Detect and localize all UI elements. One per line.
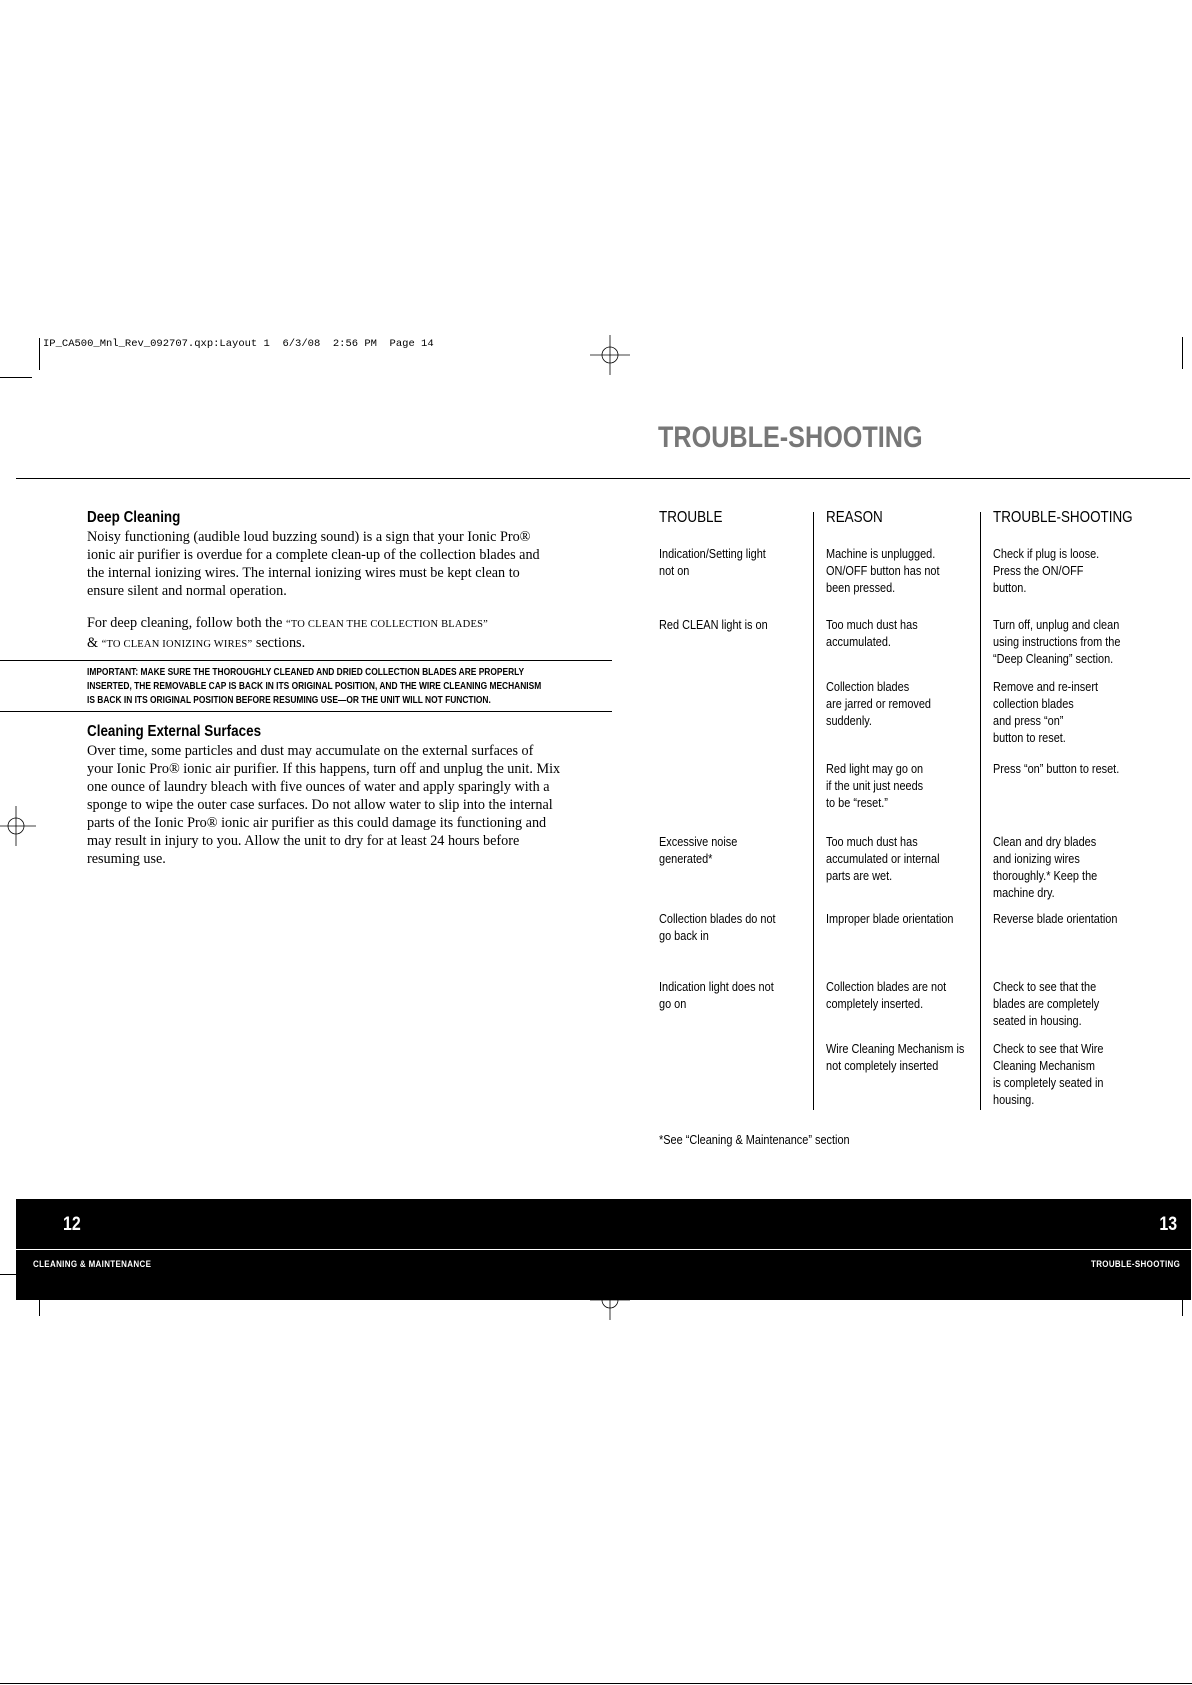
table-cell-reason: Too much dust has accumulated. — [826, 617, 918, 649]
table-cell-trouble: Indication light does not go on — [659, 979, 774, 1011]
left-section-label: CLEANING & MAINTENANCE — [33, 1259, 152, 1270]
column-divider-2 — [980, 512, 981, 1110]
important-notice: IMPORTANT: MAKE SURE THE THOROUGHLY CLEANED AND DRIED COLLECTION BLADES ARE PROPERLY INSERTED, THE REMOVABLE CAP IS BACK IN ITS ORIGINAL POSITION, AND THE WIRE CLEANING MECHANISM IS BACK IN ITS ORIGINAL POSITION BEFORE RESUMING USE—OR THE UNIT WILL NOT FUNCTION. — [87, 667, 542, 706]
table-cell-reason: Collection blades are jarred or removed suddenly. — [826, 679, 931, 728]
header-trouble: TROUBLE — [659, 509, 723, 526]
table-cell-trouble: Indication/Setting light not on — [659, 546, 766, 578]
table-cell-reason: Collection blades are not completely inserted. — [826, 979, 947, 1011]
table-cell-fix: Reverse blade orientation — [993, 911, 1118, 926]
table-cell-fix: Check to see that the blades are completely seated in housing. — [993, 979, 1100, 1028]
top-rule — [16, 478, 1190, 479]
column-divider-1 — [813, 512, 814, 1110]
header-reason: REASON — [826, 509, 883, 526]
registration-mark-top — [590, 335, 630, 375]
external-surfaces-heading: Cleaning External Surfaces — [87, 723, 262, 740]
important-rule-bottom — [0, 711, 612, 712]
table-cell-reason: Improper blade orientation — [826, 911, 954, 926]
table-cell-reason: Machine is unplugged. ON/OFF button has not been pressed. — [826, 546, 940, 595]
deep-cleaning-heading: Deep Cleaning — [87, 509, 181, 526]
table-cell-fix: Press “on” button to reset. — [993, 761, 1120, 776]
registration-mark-left — [0, 806, 36, 846]
table-cell-reason: Red light may go on if the unit just needs to be “reset.” — [826, 761, 924, 810]
footer-bar — [16, 1199, 1191, 1300]
page-title: TROUBLE-SHOOTING — [658, 421, 923, 454]
table-cell-fix: Check if plug is loose. Press the ON/OFF button. — [993, 546, 1100, 595]
table-cell-trouble: Excessive noise generated* — [659, 834, 738, 866]
table-cell-fix: Clean and dry blades and ionizing wires thoroughly.* Keep the machine dry. — [993, 834, 1098, 900]
table-cell-reason: Wire Cleaning Mechanism is not completely inserted — [826, 1041, 965, 1073]
table-cell-fix: Remove and re-insert collection blades and press “on” button to reset. — [993, 679, 1098, 745]
table-cell-fix: Check to see that Wire Cleaning Mechanism is completely seated in housing. — [993, 1041, 1104, 1107]
file-slug: IP_CA500_Mnl_Rev_092707.qxp:Layout 1 6/3/08 2:56 PM Page 14 — [43, 338, 434, 350]
external-surfaces-body: Over time, some particles and dust may accumulate on the external surfaces of your Ionic Pro® ionic air purifier. If this happens, turn off and unplug the unit. Mix one ounce of laundry bleach with five ounces of water and apply sparingly with a sponge to wipe the outer case surfaces. Do not allow water to slip into the internal parts of the Ionic Pro® ionic air purifier as this could damage its functioning and may result in injury to you. Allow the unit to dry for at least 24 hours before resuming use. — [87, 743, 561, 867]
right-page-number: 13 — [1159, 1214, 1177, 1235]
table-cell-trouble: Red CLEAN light is on — [659, 617, 768, 632]
table-footnote: *See “Cleaning & Maintenance” section — [659, 1132, 850, 1147]
header-trouble-shooting: TROUBLE-SHOOTING — [993, 509, 1133, 526]
right-section-label: TROUBLE-SHOOTING — [1090, 1259, 1180, 1270]
deep-cleaning-follow: For deep cleaning, follow both the “TO CLEAN THE COLLECTION BLADES” & “TO CLEAN IONIZING WIRES” sections. — [87, 615, 488, 651]
table-cell-fix: Turn off, unplug and clean using instructions from the “Deep Cleaning” section. — [993, 617, 1121, 666]
deep-cleaning-body: Noisy functioning (audible loud buzzing sound) is a sign that your Ionic Pro® ionic air purifier is overdue for a complete clean-up of the collection blades and the internal ionizing wires. The internal ionizing wires must be kept clean to ensure silent and normal operation. — [87, 529, 540, 599]
table-cell-trouble: Collection blades do not go back in — [659, 911, 776, 943]
left-page-number: 12 — [63, 1214, 81, 1235]
table-cell-reason: Too much dust has accumulated or internal parts are wet. — [826, 834, 940, 883]
important-rule-top — [0, 660, 612, 661]
